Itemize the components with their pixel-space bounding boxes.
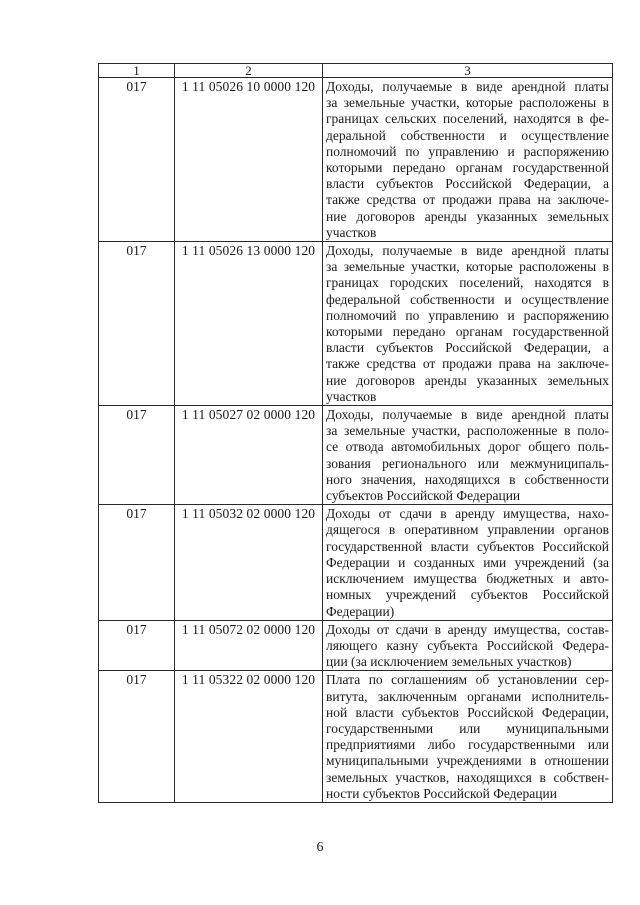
- budget-code-cell: 1 11 05026 13 0000 120: [175, 242, 323, 406]
- revenue-name-line: Доходы от сдачи в аренду имущества, нахо-: [326, 506, 609, 522]
- revenue-name-line: ляющего казну субъекта Российской Федера-: [326, 637, 609, 653]
- revenue-name-line: власти субъектов Российской Федерации, а: [326, 176, 609, 192]
- revenue-name-cell: [323, 505, 613, 620]
- revenue-name-line: ного значения, находящихся в собственности: [326, 471, 609, 487]
- budget-code-cell: 1 11 05322 02 0000 120: [175, 671, 323, 803]
- revenue-name-line: участков: [326, 388, 377, 404]
- revenue-name-line: предприятиями либо государственными или: [326, 737, 609, 753]
- budget-code-cell: 1 11 05027 02 0000 120: [175, 406, 323, 505]
- revenue-name-line: Доходы, получаемые в виде арендной платы: [326, 79, 609, 94]
- revenue-name-cell: [323, 78, 613, 242]
- revenue-name-line: государственной власти субъектов Российской: [326, 538, 609, 554]
- revenue-name-line: номных учреждений субъектов Российской: [326, 587, 609, 603]
- budget-code-cell: 1 11 05072 02 0000 120: [175, 620, 323, 671]
- table-row: [99, 406, 613, 505]
- revenue-name-line: зования регионального или межмуниципаль-: [326, 455, 609, 471]
- revenue-name-line: Федерации): [326, 603, 395, 619]
- column-header-3: 3: [323, 64, 613, 78]
- revenue-name-line: за земельные участки, которые расположены в: [326, 95, 609, 111]
- revenue-name-line: исключением имущества бюджетных и авто-: [326, 571, 609, 587]
- revenue-name-line: государственными или муниципальными: [326, 720, 609, 736]
- revenue-name-line: ной власти субъектов Российской Федерации,: [326, 704, 609, 720]
- budget-code-cell: 1 11 05026 10 0000 120: [175, 78, 323, 242]
- revenue-name-line: ности субъектов Российской Федерации: [326, 785, 557, 801]
- table-row: [99, 78, 613, 242]
- admin-code-cell: 017: [99, 671, 175, 803]
- revenue-name-line: субъектов Российской Федерации: [326, 488, 521, 504]
- revenue-name-line: Федерации и созданных ими учреждений (за: [326, 554, 609, 570]
- revenue-name-line: которыми передано органам государственной: [326, 324, 609, 340]
- revenue-name-line: се отвода автомобильных дорог общего поль-: [326, 439, 609, 455]
- revenue-name-cell: [323, 620, 613, 671]
- revenue-name-line: земельных участков, находящихся в собствен-: [326, 769, 609, 785]
- revenue-name-line: ции (за исключением земельных участков): [326, 654, 572, 670]
- revenue-name-cell: [323, 671, 613, 803]
- revenue-name-line: границах городских поселений, находятся в: [326, 275, 609, 291]
- revenue-name-line: муниципальными учреждениями в отношении: [326, 753, 609, 769]
- revenue-name-line: также средства от продажи права на заключе-: [326, 356, 609, 372]
- revenue-codes-table: [98, 63, 613, 803]
- budget-code-cell: 1 11 05032 02 0000 120: [175, 505, 323, 620]
- revenue-name-line: витута, заключенным органами исполнитель-: [326, 688, 609, 704]
- revenue-name-line: ние договоров аренды указанных земельных: [326, 208, 609, 224]
- revenue-name-line: участков: [326, 224, 377, 240]
- admin-code-cell: 017: [99, 620, 175, 671]
- revenue-name-line: за земельные участки, которые расположены в: [326, 259, 609, 275]
- revenue-name-line: полномочий по управлению и распоряжению: [326, 143, 609, 159]
- revenue-name-line: Доходы, получаемые в виде арендной платы: [326, 407, 609, 423]
- revenue-name-line: ние договоров аренды указанных земельных: [326, 372, 609, 388]
- page-number: 6: [316, 840, 324, 855]
- revenue-name-line: власти субъектов Российской Федерации, а: [326, 340, 609, 356]
- admin-code-cell: 017: [99, 505, 175, 620]
- revenue-name-line: также средства от продажи права на заключе-: [326, 192, 609, 208]
- admin-code-cell: 017: [99, 242, 175, 406]
- revenue-name-cell: [323, 406, 613, 505]
- revenue-name-line: Плата по соглашениям об установлении сер-: [326, 672, 609, 688]
- table-row: [99, 505, 613, 620]
- table-row: [99, 620, 613, 671]
- column-header-1: 1: [99, 64, 175, 78]
- revenue-name-line: полномочий по управлению и распоряжению: [326, 307, 609, 323]
- table-row: [99, 242, 613, 406]
- admin-code-cell: 017: [99, 406, 175, 505]
- column-header-2: 2: [175, 64, 323, 78]
- revenue-name-line: за земельные участки, расположенные в поло-: [326, 423, 609, 439]
- revenue-name-line: дящегося в оперативном управлении органов: [326, 522, 609, 538]
- revenue-name-line: Доходы от сдачи в аренду имущества, состав-: [326, 621, 609, 637]
- revenue-name-line: границах сельских поселений, находятся в фе-: [326, 111, 609, 127]
- admin-code-cell: 017: [99, 78, 175, 242]
- revenue-name-cell: [323, 242, 613, 406]
- table-header-row: [99, 64, 613, 78]
- revenue-name-line: Доходы, получаемые в виде арендной платы: [326, 243, 609, 259]
- revenue-name-line: федеральной собственности и осуществление: [326, 291, 609, 307]
- revenue-name-line: деральной собственности и осуществление: [326, 127, 609, 143]
- revenue-name-line: которыми передано органам государственной: [326, 160, 609, 176]
- table-row: [99, 671, 613, 803]
